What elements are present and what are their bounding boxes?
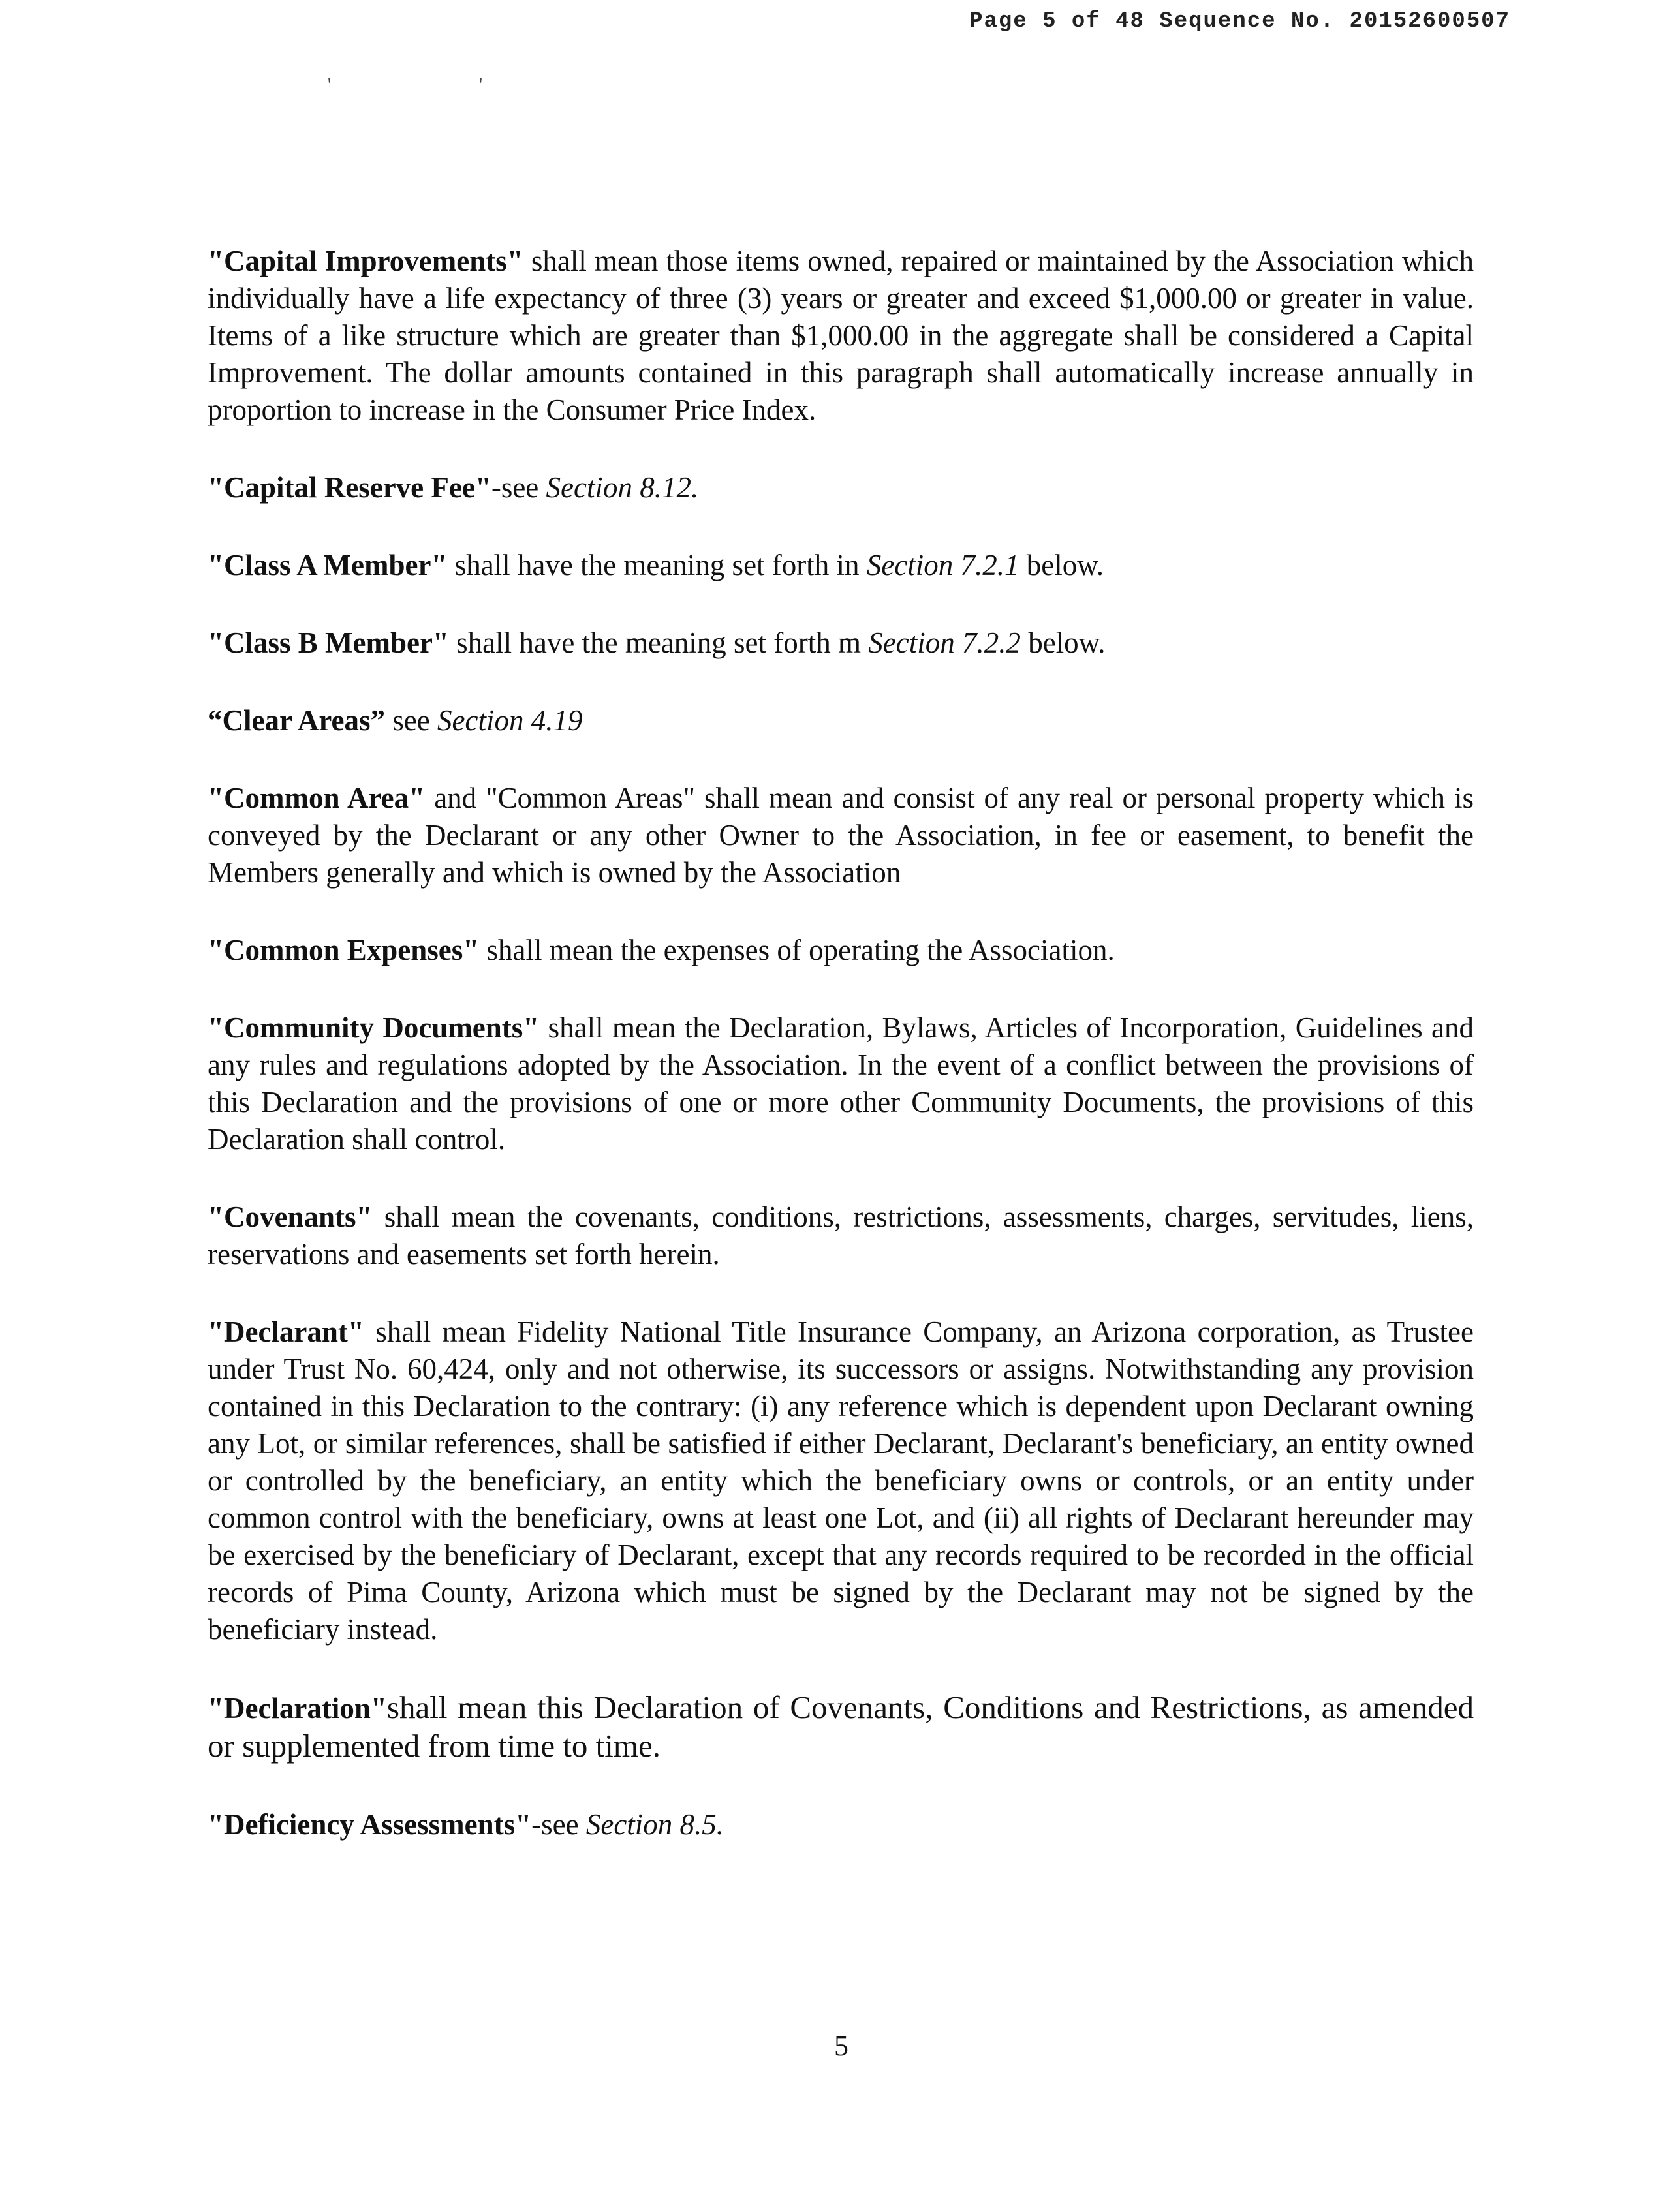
term: "Class A Member" [208, 549, 448, 581]
definition-text: shall mean this Declaration of Covenants, Conditions and Restrictions, as amended or supplemented from time to time. [208, 1689, 1474, 1764]
term: "Declarant" [208, 1315, 364, 1348]
scan-specks: ' ' [328, 75, 555, 95]
definition-tail: below. [1019, 549, 1104, 581]
term: “Clear Areas” [208, 704, 386, 737]
definition-capital-reserve-fee [208, 469, 1474, 506]
definition-text: and "Common Areas" shall mean and consist of any real or personal property which is conveyed by the Declarant or any other Owner to the Association, in fee or easement, to benefit the Members generally and which is owned by the Association [208, 782, 1474, 889]
section-reference: Section 8.5. [585, 1808, 724, 1841]
section-reference: Section 4.19 [437, 704, 583, 737]
definition-deficiency-assessments [208, 1806, 1474, 1843]
definition-text: shall mean the expenses of operating the Association. [479, 934, 1115, 966]
definitions-list [208, 243, 1474, 1884]
definition-text: shall mean those items owned, repaired or maintained by the Association which individually have a life expectancy of three (3) years or greater and exceed $1,000.00 or greater in value. Items of a like structure which are greater than $1,000.00 in the aggregate shall be considered a Capital Improvement. The dollar amounts contained in this paragraph shall automatically increase annually in proportion to increase in the Consumer Price Index. [208, 245, 1474, 426]
term: "Capital Reserve Fee" [208, 471, 491, 504]
definition-text: shall mean the covenants, conditions, restrictions, assessments, charges, servitudes, liens, reservations and easements set forth herein. [208, 1201, 1474, 1270]
definition-declarant [208, 1313, 1474, 1648]
definition-text: shall have the meaning set forth in [447, 549, 867, 581]
definition-tail: below. [1020, 626, 1106, 659]
term: "Covenants" [208, 1201, 373, 1233]
term: "Class B Member" [208, 626, 449, 659]
definition-covenants [208, 1199, 1474, 1273]
definition-text: shall mean Fidelity National Title Insurance Company, an Arizona corporation, as Trustee under Trust No. 60,424, only and not otherwise, its successors or assigns. Notwithstanding any provision contained in this Declaration to the contrary: (i) any reference which is dependent upon Declarant owning any Lot, or similar references, shall be satisfied if either Declarant, Declarant's beneficiary, an entity owned or controlled by the beneficiary, an entity which the beneficiary owns or controls, or an entity under common control with the beneficiary, owns at least one Lot, and (ii) all rights of Declarant hereunder may be exercised by the beneficiary of Declarant, except that any records required to be recorded in the official records of Pima County, Arizona which must be signed by the Declarant may not be signed by the beneficiary instead. [208, 1315, 1474, 1646]
definition-text: -see [491, 471, 546, 504]
definition-class-b-member [208, 624, 1474, 662]
definition-class-a-member [208, 547, 1474, 584]
term: "Deficiency Assessments" [208, 1808, 532, 1841]
term: "Common Expenses" [208, 934, 480, 966]
definition-text: see [385, 704, 438, 737]
section-reference: Section 7.2.1 [866, 549, 1019, 581]
definition-community-documents [208, 1009, 1474, 1158]
definition-capital-improvements [208, 243, 1474, 429]
definition-text: shall mean the Declaration, Bylaws, Articles of Incorporation, Guidelines and any rules and regulations adopted by the Association. In the event of a conflict between the provisions of this Declaration and the provisions of one or more other Community Documents, the provisions of this Declaration shall control. [208, 1011, 1474, 1156]
section-reference: Section 7.2.2 [868, 626, 1021, 659]
page-sequence-header: Page 5 of 48 Sequence No. 20152600507 [969, 9, 1510, 34]
definition-clear-areas [208, 702, 1474, 739]
page-number: 5 [834, 2030, 848, 2062]
term: "Declaration" [208, 1692, 387, 1725]
section-reference: Section 8.12. [546, 471, 699, 504]
term: "Capital Improvements" [208, 245, 523, 277]
definition-text: -see [531, 1808, 586, 1841]
term: "Common Area" [208, 782, 426, 814]
definition-common-area [208, 780, 1474, 891]
definition-declaration [208, 1689, 1474, 1766]
term: "Community Documents" [208, 1011, 540, 1044]
definition-text: shall have the meaning set forth m [448, 626, 869, 659]
definition-common-expenses [208, 932, 1474, 969]
